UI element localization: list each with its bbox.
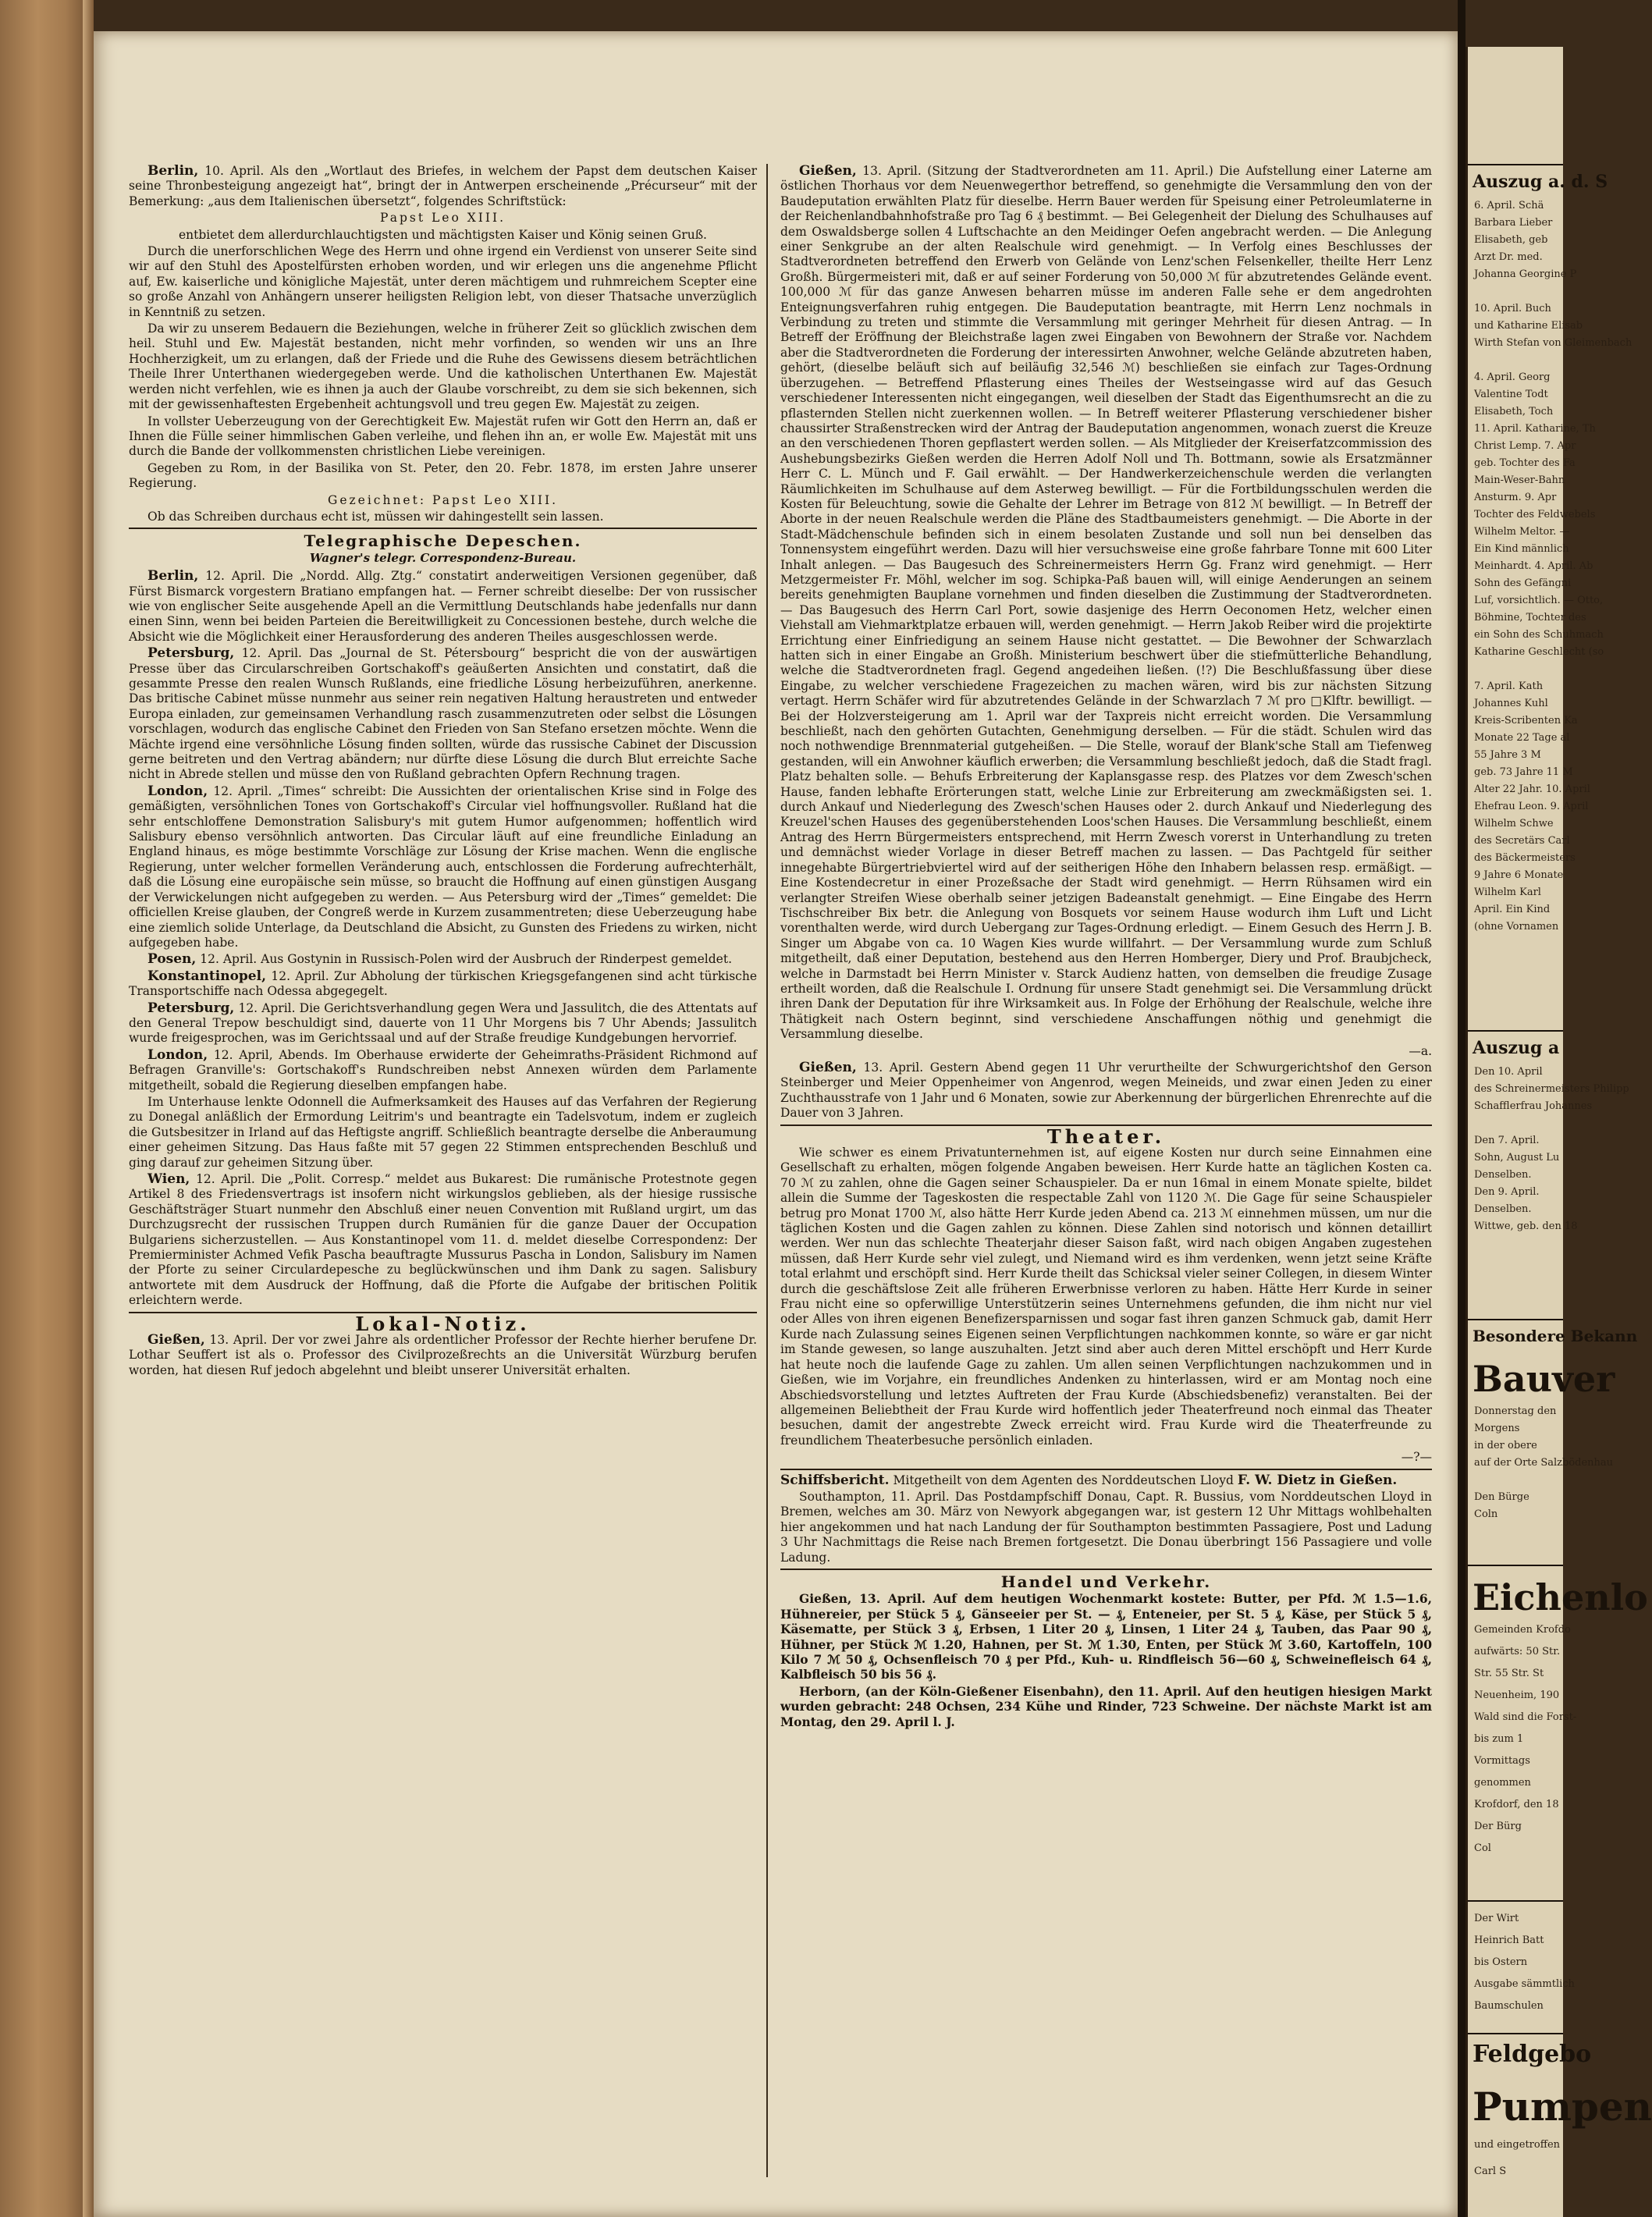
article-lead: Gießen, — [799, 163, 857, 179]
adjacent-text-line: Arzt Dr. med. — [1474, 251, 1543, 263]
adjacent-rule — [1468, 2033, 1563, 2034]
adjacent-text-line: Den 7. April. — [1474, 1135, 1540, 1146]
dispatch-text: 12. April. Die „Polit. Corresp.“ meldet aus Bukarest: Die rumänische Protestnote gegen Artikel 8 des Friedensvertrags ist insofern nicht wirkungslos geblieben, als der hiesige russische Geschäftsträger Stuart nunmehr den Abschluß einer neuen Convention mit Rußland urgirt, um das Durchzugsrecht der russischen Truppen durch Rumänien für die ganze Dauer der Occupation Bulgariens sicherzustellen. — Aus Konstantinopel vom 11. d. meldet dieselbe Correspondenz: Der Premierminister Achmed Vefik Pascha beauftragte Mussurus Pascha in London, Salisbury im Namen der Pforte zu seiner Circulardepesche zu beglückwünschen und ihm Dank zu sagen. Salisbury antwortete mit dem Ausdruck der Hoffnung, daß die Pforte die Aufgabe der britischen Politik erleichtern werde. — [129, 1172, 757, 1308]
spine-edge — [83, 0, 94, 2217]
court-text: 13. April. Gestern Abend gegen 11 Uhr verurtheilte der Schwurgerichtshof den Gerson Steinberger und Meier Oppenheimer von Angenrod, wegen Meineids, und zwar einen Jeden zu einer Zuchthausstrafe von 1 Jahr und 6 Monaten, sowie zur Aberkennung der bürgerlichen Ehrenrechte auf die Dauer von 3 Jahren. — [780, 1060, 1432, 1121]
letter-greeting: entbietet dem allerdurchlauchtigsten und mächtigsten Kaiser und König seinen Gruß. — [179, 227, 707, 242]
adjacent-text-line: Gemeinden Krofdo — [1474, 1624, 1571, 1636]
adjacent-text-line: Alter 22 Jahr. 10. April — [1474, 783, 1590, 795]
article-lead: Gießen, — [147, 1332, 205, 1348]
article-intro: 10. April. Als den „Wortlaut des Briefes, in welchem der Papst dem deutschen Kaiser seine Thronbesteigung angezeigt hat“, bringt der in Antwerpen erscheinende „Précurseur“ mit der Bemerkung: „aus dem Italienischen übersetzt“, folgendes Schriftstück: — [129, 164, 757, 208]
dispatch-lead: London, — [147, 1046, 208, 1063]
adjacent-text-line: Elisabeth, geb — [1474, 234, 1548, 246]
book-spine — [0, 0, 94, 2217]
adjacent-text-line: 10. April. Buch — [1474, 303, 1551, 314]
article-signature: —a. — [1409, 1043, 1432, 1058]
page-gutter — [1458, 0, 1465, 2217]
adjacent-text-line: des Secretärs Carl — [1474, 835, 1570, 847]
adjacent-text-line: in der obere — [1474, 1440, 1537, 1451]
adjacent-text-line: auf der Orte Salzbödenhau — [1474, 1457, 1614, 1469]
adjacent-text-line: Tochter des Feldwebels — [1474, 509, 1596, 520]
newspaper-page — [94, 31, 1458, 2217]
telegraph-subheading: Wagner's telegr. Correspondenz-Bureau. — [309, 550, 577, 565]
adjacent-text-line: Wirth Stefan von Gleimenbach — [1474, 337, 1632, 349]
adjacent-text-line: und eingetroffen — [1474, 2139, 1561, 2151]
letter-paragraph: Da wir zu unserem Bedauern die Beziehungen, welche in früherer Zeit so glücklich zwischen dem heil. Stuhl und Ew. Majestät bestanden, nicht mehr vorfinden, so wenden wir uns an Ihre Hochherzigkeit, um zu erlangen, daß der Friede und die Ruhe des Gewissens diesem beträchtlichen Theile Ihrer Unterthanen wiedergegeben werde. Und die katholischen Unterthanen Ew. Majestät werden nicht verfehlen, wie es ihnen ja auch der Glaube vorschreibt, zu dem sie sich bekennen, sich mit der gewissenhaftesten Ergebenheit achtungsvoll und treu gegen Ew. Majestät zu zeigen. — [129, 322, 757, 412]
adjacent-text-line: (ohne Vornamen — [1474, 921, 1559, 933]
left-column — [129, 164, 757, 1380]
adjacent-text-line: Den 9. April. — [1474, 1186, 1540, 1198]
adjacent-rule — [1468, 1319, 1563, 1320]
adjacent-text-line: Monate 22 Tage al — [1474, 732, 1570, 744]
adjacent-text-line: und Katharine Elisab — [1474, 320, 1583, 332]
adjacent-text-line: Barbara Lieber — [1474, 217, 1553, 229]
dispatch-lead: Wien, — [147, 1171, 190, 1187]
market-report: Herborn, (an der Köln-Gießener Eisenbahn), den 11. April. Auf den heutigen hiesigen Markt wurden gebracht: 248 Ochsen, 234 Kühe und Rinder, 723 Schweine. Der nächste Markt ist am Montag, den 29. April l. J. — [780, 1683, 1432, 1729]
adjacent-text-line: Luf, vorsichtlich. — Otto, — [1474, 595, 1604, 606]
dispatch-lead: Petersburg, — [147, 1000, 235, 1016]
adjacent-text-line: Carl S — [1474, 2165, 1507, 2177]
dispatch — [129, 1048, 757, 1093]
adjacent-text-line: Der Bürg — [1474, 1821, 1522, 1832]
adjacent-text-line: geb. Tochter des Fa — [1474, 457, 1576, 469]
adjacent-text-line: 55 Jahre 3 M — [1474, 749, 1541, 761]
adjacent-heading: Auszug a — [1473, 1038, 1560, 1058]
dispatch-text: 12. April. „Times“ schreibt: Die Aussichten der orientalischen Krise sind in Folge des gemäßigten, versöhnlichen Tones von Gortschakoff's Circular viel hoffnungsvoller. Rußland hat die sehr entschloffene Demonstration Salisbury's mit gutem Humor aufgenommen; hoffentlich wird Salisbury ebenso versöhnlich antworten. Das Circular läuft auf eine freundliche Einladung an England hinaus, es möge bestimmte Vorschläge zur Lösung der Krise machen. Wenn die englische Regierung, unter welcher formellen Veränderung auch, entschlossen die Forderung aufrechterhält, daß die Lösung eine europäische sein müsse, so braucht die Hoffnung auf einen günstigen Ausgang der Verwickelungen nicht aufgegeben zu werden. — Aus Petersburg wird der „Times“ gemeldet: Die officiellen Kreise glauben, der Congreß werde in Kurzem zusammentreten; diese Ueberzeugung habe eine ziemlich solide Unterlage, da Deutschland die Absicht, zu Gunsten des Friedens zu wirken, nicht aufgegeben habe. — [129, 783, 757, 950]
adjacent-text-line: Coln — [1474, 1508, 1498, 1520]
adjacent-text-line: Morgens — [1474, 1423, 1520, 1434]
shipping-agent: F. W. Dietz in Gießen. — [1237, 1472, 1398, 1488]
adjacent-rule — [1468, 1900, 1563, 1902]
adjacent-text-line: Vormittags — [1474, 1755, 1530, 1767]
adjacent-text-line: Wilhelm Schwe — [1474, 818, 1554, 830]
adjacent-text-line: Donnerstag den — [1474, 1405, 1557, 1417]
council-text: 13. April. (Sitzung der Stadtverordneten am 11. April.) Die Aufstellung einer Laterne am östlichen Thorhaus vor dem Neuenwegerthor betreffend, so genehmigte die Versammlung den von der Baudeputation erwählten Platz für dieselbe. Herrn Bauer werden für Speisung einer Petroleumlaterne in der Reichenlandbahnhofstraße pro Tag 6 ₰ bestimmt. — Bei Gelegenheit der Dielung des Schulhauses auf dem Oswaldsberge sollen 4 Luftschachte an den Meidinger Oefen angebracht werden. — Die Anlegung einer Senkgrube an der alten Realschule wird genehmigt. — In Verfolg eines Beschlusses der Stadtverordneten betreffend den Erwerb von Gelände von Lenz'schen Felsenkeller, theilte Herr Lenz Großh. Bürgermeisteri mit, daß er auf seiner Forderung von 50,000 ℳ für abzutretendes Gelände event. 100,000 ℳ für das ganze Anwesen beharren müsse im anderen Falle sehe er dem angedrohten Enteignungsverfahren ruhig entgegen. Die Baudeputation beantragte, mit Herrn Lenz nochmals in Verbindung zu treten und stimmte die Versammlung mit geringer Mehrheit für diesen Antrag. — In Betreff der Eröffnung der Bleichstraße lagen zwei Eingaben von Bewohnern der Straße vor. Nachdem aber die Stadtverordneten die Forderung der interessirten Anwohner, welche Gelände abzutreten haben, gehört, (dieselbe beläuft sich auf beiläufig 32,546 ℳ) beschließen sie einfach zur Tages-Ordnung überzugehen. — Betreffend Pflasterung eines Theiles der Westseingasse wird auf das Gesuch verschiedener Interessenten nicht eingegangen, weil dieselben der Stadt das Eigenthumsrecht an die zu pflasternden Stellen nicht zuerkennen wollen. — In Betreff weiterer Pflasterung verschiedener bisher chaussirter Straßenstrecken wird der Antrag der Baudeputation angenommen, wonach zuerst die Kreuze an den verschiedenen Thoren gepflastert werden sollen. — Als Mitglieder der Kreiserfatzcommission des Aushebungsbezirks Gießen werden die Herren Adolf Noll und Th. Bottmann, sowie als Ersatzmänner Herr C. L. Münch und F. Gail erwählt. — Der Handwerkerzeichenschule werden die verlangten Räumlichkeiten im Schulhause auf dem Asterweg bewilligt. — Für die Fortbildungsschulen werden die Kosten für Beleuchtung, sowie die Gehalte der Lehrer im Betrage von 812 ℳ bewilligt. — In Betreff der Aborte in der neuen Realschule werden die Pläne des Stadtbaumeisters genehmigt. — Die Aborte in der Stadt-Mädchenschule befinden sich in einem besolaten Zustande und soll nun bei denselben das Tonnensystem eingeführt werden. Dazu will hier versuchsweise eine große fahrbare Tonne mit 600 Liter Inhalt anlegen. — Das Baugesuch des Schreinermeisters Herrn Gg. Franz wird genehmigt. — Herr Metzgermeister Fr. Möhl, welcher im sog. Schipka-Paß bauen will, will einige Aenderungen an seinem bereits genehmigten Bauplane vornehmen und finden dieselben die Zustimmung der Stadtverordneten. — Das Baugesuch des Herrn Carl Port, sowie dasjenige des Herrn Oeconomen Hetz, welcher einen Viehstall am Viehmarktplatze erbauen will, werden genehmigt. — Herrn Jakob Reiber wird die projektirte Errichtung einer Einfriedigung an seinem Hause nicht gestattet. — Die Bewohner der Schwarzlach hatten sich in einer Eingabe an Großh. Ministerium beschwert über die stiefmütterliche Behandlung, welche die Stadtverordneten fragl. Gegend angedeihen ließen. (!?) Die Beschlußfassung über diese Eingabe, zu welcher verschiedene Fragezeichen zu machen wären, wird bis zur nächsten Sitzung vertagt. Herrn Schäfer wird für abzutretendes Gelände in der Schwarzlach 7 ℳ pro □Klftr. bewilligt. — Bei der Holzversteigerung am 1. April war der Taxpreis nicht erreicht worden. Die Versammlung beschließt, nach den gehörten Gutachten, Genehmigung derselben. — Für die städt. Schulen wird das noch nothwendige Brennmaterial gutgeheißen. — Die Stelle, worauf der Blank'sche Stall am Tiefenweg gestanden, will ein Anwohner käuflich erwerben; die Versammlung beschließt jedoch, daß die Stadt fragl. Platz behalten solle. — Behufs Erbreiterung der Kaplansgasse resp. des Platzes vor dem Zwesch'schen Hause, fanden lebhafte Erörterungen statt, welche Linie zur Erbreiterung am zweckmäßigsten sei. 1. durch Ankauf und Niederlegung des Zwesch'schen Hauses oder 2. durch Ankauf und Niederlegung des Kreuzel'schen Hauses des gegenüberstehenden Loos'schen Hauses. Die Versammlung beschließt, einem Antrag des Herrn Bürgermeisters entsprechend, mit Herrn Zwesch vorerst in Unterhandlung zu treten und demnächst wieder Vorlage in dieser Betreff machen zu lassen. — Das Pachtgeld für seither innegehabte Bürgertriebviertel wird auf der seitherigen Höhe den Inhabern belassen resp. ermäßigt. — Eine Kostendecretur in einer Prozeßsache der Stadt wird genehmigt. — Herrn Rühsamen wird ein verlangter Streifen Wiese oberhalb seiner jetzigen Badeanstalt genehmigt. — Eine Eingabe des Herrn Tischschreiber Bix betr. die Anlegung von Bosquets vor seinem Hause wodurch ihm Luft und Licht vorenthalten werde, wird durch Uebergang zur Tages-Ordnung erledigt. — Einem Gesuch des Herrn J. B. Singer um Abgabe von ca. 10 Wagen Kies wurde willfahrt. — Der Versammlung wurde zum Schluß mitgetheilt, daß einer Deputation, bestehend aus den Herren Homberger, Diery und Prof. Braubjcheck, welche in Darmstadt bei Herrn Minister v. Starck Audienz hatten, von demselben die freudige Zusage ertheilt worden, daß die Realschule I. Ordnung für unsere Stadt genehmigt sei. Die Versammlung drückt ihren Dank der Deputation für ihre Wirksamkeit aus. In Folge der Erhöhung der Realschule, welche ihre Thätigkeit nach Ostern beginnt, sind verschiedene Anschaffungen nöthig und genehmigt die Versammlung dieselbe. — [780, 164, 1432, 1042]
dispatch — [129, 1001, 757, 1046]
adjacent-text-line: bis zum 1 — [1474, 1733, 1524, 1745]
telegraph-heading: Telegraphische Depeschen. — [304, 531, 582, 551]
market-report: Gießen, 13. April. Auf dem heutigen Wochenmarkt kostete: Butter, per Pfd. ℳ 1.5—1.6, Hühnereier, per Stück 5 ₰, Gänseeier per St. — ₰, Enteneier, per St. 5 ₰, Käse, per Stück 5 ₰, Käsematte, per Stück 3 ₰, Erbsen, 1 Liter 20 ₰, Linsen, 1 Liter 24 ₰, Tauben, das Paar 90 ₰, Hühner, per Stück ℳ 1.20, Hahnen, per St. ℳ 1.30, Enten, per Stück ℳ 3.60, Kartoffeln, 100 Kilo 7 ℳ 50 ₰, Ochsenfleisch 70 ₰ per Pfd., Kuh- u. Rindfleisch 56—60 ₰, Schweinefleisch 64 ₰, Kalbfleisch 50 bis 56 ₰. — [780, 1591, 1432, 1682]
letter-closing: Ob das Schreiben durchaus echt ist, müssen wir dahingestellt sein lassen. — [147, 509, 604, 524]
letter-paragraph: Durch die unerforschlichen Wege des Herrn und ohne irgend ein Verdienst von unserer Seite sind wir auf den Stuhl des Apostelfürsten erhoben worden, und wir erlegen uns die angenehme Pflicht auf, Ew. kaiserliche und königliche Majestät, unter deren mächtigem und ruhmreichem Scepter eine so große Anzahl von Anhängern unserer heiligsten Religion lebt, von dieser Thatsache unverzüglich in Kenntniß zu setzen. — [129, 244, 757, 319]
article-lead: Berlin, — [147, 163, 199, 179]
local-note-text: 13. April. Der vor zwei Jahre als ordentlicher Professor der Rechte hierher berufene Dr. Lothar Seuffert ist als o. Professor des Civilprozeßrechts an die Universität Würzburg berufen worden, hat diesen Ruf jedoch abgelehnt und bleibt unserer Universität erhalten. — [129, 1333, 757, 1377]
shipping-text: Southampton, 11. April. Das Postdampfschiff Donau, Capt. R. Bussius, vom Norddeutschen Lloyd in Bremen, welches am 30. März von Newyork abgegangen war, ist gestern 12 Uhr Mittags wohlbehalten hier angekommen und hat nach Landung der für Southampton bestimmten Passagiere, Post und Ladung 3 Uhr Nachmittags die Reise nach Bremen fortgesetzt. Die Donau überbringt 156 Passagiere und volle Ladung. — [780, 1489, 1432, 1565]
adjacent-heading: Auszug a. d. S — [1473, 172, 1608, 192]
adjacent-text-line: ein Sohn des Schuhmach — [1474, 629, 1604, 641]
adjacent-text-line: Wald sind die Forst- — [1474, 1711, 1577, 1723]
adjacent-text-line: 7. April. Kath — [1474, 680, 1544, 692]
adjacent-text-line: Elisabeth, Toch — [1474, 406, 1554, 417]
article-signature: —?— — [1401, 1450, 1432, 1465]
letter-signature: Gezeichnet: Papst Leo XIII. — [327, 492, 559, 507]
adjacent-big-title: Pumpen — [1473, 2084, 1652, 2130]
dispatch-text: 12. April. Die „Nordd. Allg. Ztg.“ constatirt anderweitigen Versionen gegenüber, daß Fürst Bismarck vorgestern Bratiano empfangen hat. — Ferner schreibt dieselbe: Der von russischer wie von englischer Seite ausgehende Apell an die Vermittlung Deutschlands habe jedenfalls nur dann einen Sinn, wenn bei beiden Parteien die Bereitwilligkeit zu Concessionen bestehe, durch welche die Absicht wie die Möglichkeit einer Herausforderung des anderen Theiles ausgeschlossen werde. — [129, 569, 757, 644]
adjacent-rule — [1468, 1565, 1563, 1566]
adjacent-rule — [1468, 1030, 1563, 1032]
shipping-heading: Schiffsbericht. — [780, 1472, 890, 1488]
adjacent-text-line: Denselben. — [1474, 1203, 1532, 1215]
adjacent-text-line: Johanna Georgine P — [1474, 268, 1577, 280]
adjacent-text-line: Ehefrau Leon. 9. April — [1474, 801, 1589, 812]
trade-section — [780, 1572, 1432, 1729]
adjacent-text-line: Kreis-Scribenten Ka — [1474, 715, 1578, 727]
dispatch — [129, 569, 757, 645]
shipping-section — [780, 1473, 1432, 1565]
right-column — [780, 164, 1432, 1731]
letter-paragraph: In vollster Ueberzeugung von der Gerechtigkeit Ew. Majestät rufen wir Gott den Herrn an, daß er Ihnen die Fülle seiner himmlischen Gaben verleihe, und flehen ihn an, er wolle Ew. Majestät mit uns durch die Bande der vollkommensten christlichen Liebe vereinigen. — [129, 414, 757, 459]
adjacent-text-line: Ausgabe sämmtlich — [1474, 1978, 1575, 1990]
adjacent-text-line: Ein Kind männlich — [1474, 543, 1569, 555]
adjacent-text-line: Heinrich Batt — [1474, 1935, 1544, 1946]
adjacent-text-line: Sohn des Gefängni — [1474, 577, 1572, 589]
dispatch-lead: Posen, — [147, 951, 197, 968]
adjacent-heading: Besondere Bekann — [1473, 1327, 1638, 1345]
adjacent-text-line: Sohn, August Lu — [1474, 1152, 1560, 1164]
dispatch-lead: Petersburg, — [147, 645, 235, 662]
local-note-heading: Lokal-Notiz. — [355, 1312, 531, 1335]
dispatch-text: 12. April. Aus Gostynin in Russisch-Polen wird der Ausbruch der Rinderpest gemeldet. — [200, 952, 733, 967]
dispatch-lead: Berlin, — [147, 568, 199, 584]
theater-heading: Theater. — [1046, 1124, 1166, 1148]
local-note-section — [129, 1312, 757, 1379]
theater-section — [780, 1124, 1432, 1466]
section-rule — [780, 1569, 1432, 1570]
adjacent-text-line: des Bäckermeisters — [1474, 852, 1576, 864]
adjacent-text-line: des Schreinermeisters Philipp — [1474, 1083, 1629, 1095]
dispatch-text: 12. April, Abends. Im Oberhause erwiderte der Geheimraths-Präsident Richmond auf Befragen Granville's: Gortschakoff's Rundschreiben nebst Annexen würden dem Parlamente mitgetheilt, sobald die Regierung dieselben empfangen habe. — [129, 1047, 757, 1093]
adjacent-text-line: April. Ein Kind — [1474, 904, 1551, 915]
adjacent-text-line: Meinhardt. 4. April. Ab — [1474, 560, 1593, 572]
adjacent-big-title: Bauver — [1473, 1358, 1615, 1400]
dispatch-text: 12. April. Zur Abholung der türkischen Kriegsgefangenen sind acht türkische Transportschiffe nach Odessa abgegegelt. — [129, 968, 757, 999]
adjacent-text-line: geb. 73 Jahre 11 M — [1474, 766, 1573, 778]
adjacent-text-line: Wilhelm Meltor. — — [1474, 526, 1570, 538]
adjacent-page — [1465, 47, 1652, 2217]
adjacent-text-line: 11. April. Katharine, Th — [1474, 423, 1596, 435]
adjacent-text-line: Str. 55 Str. St — [1474, 1668, 1544, 1679]
adjacent-text-line: Den 10. April — [1474, 1066, 1543, 1078]
adjacent-text-line: Wilhelm Karl — [1474, 886, 1541, 898]
adjacent-text-line: Col — [1474, 1842, 1491, 1854]
council-report — [780, 164, 1432, 1121]
dispatch — [129, 1172, 757, 1309]
adjacent-text-line: Den Bürge — [1474, 1491, 1529, 1503]
shipping-intro: Mitgetheilt von dem Agenten des Norddeutschen Lloyd — [893, 1473, 1234, 1487]
section-rule — [129, 528, 757, 529]
dispatch — [129, 952, 757, 967]
adjacent-text-line: Böhmine, Tochter des — [1474, 612, 1586, 624]
dispatch — [129, 784, 757, 950]
adjacent-text-line: Valentine Todt — [1474, 389, 1548, 400]
adjacent-text-line: Denselben. — [1474, 1169, 1532, 1181]
adjacent-big-title: Eichenlo — [1473, 1576, 1648, 1618]
adjacent-text-line: Neuenheim, 190 — [1474, 1689, 1560, 1701]
trade-heading: Handel und Verkehr. — [1000, 1572, 1212, 1591]
adjacent-text-line: aufwärts: 50 Str. — [1474, 1646, 1561, 1657]
letter-paragraph: Gegeben zu Rom, in der Basilika von St. Peter, den 20. Febr. 1878, im ersten Jahre unserer Regierung. — [129, 460, 757, 491]
dispatch-text: Im Unterhause lenkte Odonnell die Aufmerksamkeit des Hauses auf das Verfahren der Regierung zu Donegal anläßlich der Ermordung Leitrim's und beantragte ein Tadelsvotum, indem er zugleich die Gutsbesitzer in Irland auf das Heftigste angriff. Schließlich beantragte derselbe die Anberaumung einer geheimen Sitzung. Das Haus faßte mit 57 gegen 22 Stimmen entsprechenden Beschluß und ging darauf zur geheimen Sitzung über. — [129, 1094, 757, 1170]
dispatch — [129, 969, 757, 1000]
adjacent-text-line: Main-Weser-Bahn — [1474, 474, 1565, 486]
article-lead: Gießen, — [799, 1059, 857, 1075]
adjacent-text-line: genommen — [1474, 1777, 1531, 1789]
adjacent-rule — [1468, 164, 1563, 165]
dispatch-lead: Konstantinopel, — [147, 968, 266, 984]
adjacent-text-line: Wittwe, geb. den 18 — [1474, 1220, 1578, 1232]
adjacent-text-line: Christ Lemp. 7. Apr — [1474, 440, 1576, 452]
dispatch-text: 12. April. Das „Journal de St. Pétersbourg“ bespricht die von der auswärtigen Presse über das Circularschreiben Gortschakoff's geäußerten Ansichten und constatirt, daß die gesammte Presse den realen Wunsch Rußlands, eine friedliche Lösung herbeizuführen, anerkenne. Das britische Cabinet müsse nunmehr aus seiner rein negativen Haltung heraustreten und entweder Europa einladen, zur gemeinsamen Verhandlung rasch zusammenzutreten oder selbst die Lösungen vorschlagen, wodurch das englische Cabinet den Frieden von San Stefano ersetzen möchte. Wenn die Mächte irgend eine versöhnliche Lösung finden sollten, würde das russische Cabinet der Discussion gerne beitreten und den Vertrag abändern; nur dürfte diese Lösung die durch Blut erreichte Sache nicht in Abrede stellen und müsse den von Rußland gebrachten Opfern Rechnung tragen. — [129, 646, 757, 782]
adjacent-big-title: Feldgebo — [1473, 2041, 1592, 2068]
letter-salutation: Papst Leo XIII. — [379, 211, 506, 226]
adjacent-text-line: 6. April. Schä — [1474, 200, 1544, 211]
dispatch-lead: London, — [147, 783, 208, 799]
dispatch — [129, 646, 757, 783]
adjacent-text-line: Katharine Geschlecht (so — [1474, 646, 1604, 658]
adjacent-text-line: Ansturm. 9. Apr — [1474, 492, 1557, 503]
adjacent-text-line: Krofdorf, den 18 — [1474, 1799, 1559, 1810]
adjacent-text-line: Schafflerfrau Johannes — [1474, 1100, 1593, 1112]
theater-text: Wie schwer es einem Privatunternehmen ist, auf eigene Kosten nur durch seine Einnahmen eine Gesellschaft zu erhalten, mögen folgende Angaben beweisen. Herr Kurde hatte an täglichen Kosten ca. 70 ℳ zu zahlen, ohne die Gagen seiner Schauspieler. Da er nun 16mal in einem Monate spielte, bildet allein die Summe der Tageskosten die respectable Zahl von 1120 ℳ. Die Gage für seine Schauspieler betrug pro Monat 1700 ℳ, also hätte Herr Kurde jeden Abend ca. 213 ℳ einnehmen müssen, um nur die täglichen Kosten und die Gagen zahlen zu können. Diese Zahlen sind notorisch und können detaillirt werden. Wer nun das schlechte Theaterjahr dieser Saison faßt, wird nach obigen Angaben zugestehen müssen, daß Herr Kurde sehr viel zulegt, und Niemand wird es ihm verdenken, wenn jetzt seine Kräfte total erlahmt und erschöpft sind. Herr Kurde theilt das Schicksal vieler seiner Collegen, in diesem Winter durch die geschäftslose Zeit alle früheren Erwerbnisse verloren zu haben. Hätte Herr Kurde in seiner Frau nicht eine so opferwillige Unterstützerin seines Unternehmens gefunden, die ihm nicht nur viel oder Alles von ihren eigenen Benefizersparnissen und sogar fast ihren ganzen Schmuck gab, damit Herr Kurde nach Zulassung seines Eigenen seinen Verpflichtungen nachkommen konnte, so wäre er gar nicht im Stande gewesen, so lange auszuhalten. Jetzt sind aber auch deren Mittel erschöpft und Herr Kurde hat heute noch die laufende Gage zu zahlen. Um allen seinen Verpflichtungen nachzukommen und in Gießen, wie im Vorjahre, ein freundliches Andenken zu hinterlassen, wird er am Montag noch eine Abschiedsvorstellung und letztes Auftreten der Frau Kurde (Abschiedsbenefiz) veranstalten. Bei der allgemeinen Beliebtheit der Frau Kurde wird hoffentlich jeder Theaterfreund noch einmal das Theater besuchen, damit der angestrebte Zweck erreicht wird. Frau Kurde wird die Theaterfreunde zu freundlichem Theaterbesuche persönlich einladen. — [780, 1146, 1432, 1448]
dispatch — [129, 1095, 757, 1171]
section-rule — [780, 1469, 1432, 1470]
adjacent-text-line: bis Ostern — [1474, 1956, 1528, 1968]
adjacent-text-line: Johannes Kuhl — [1474, 698, 1548, 709]
adjacent-text-line: Der Wirt — [1474, 1913, 1519, 1924]
berlin-letter-article — [129, 164, 757, 524]
adjacent-text-line: 4. April. Georg — [1474, 371, 1551, 383]
column-divider — [766, 164, 768, 2177]
adjacent-text-line: 9 Jahre 6 Monate — [1474, 869, 1564, 881]
adjacent-text-line: Baumschulen — [1474, 2000, 1544, 2012]
telegraph-section — [129, 531, 757, 1308]
dispatch-text: 12. April. Die Gerichtsverhandlung gegen Wera und Jassulitch, die des Attentats auf den General Trepow beschuldigt sind, dauerte von 11 Uhr Morgens bis 7 Uhr Abends; Jassulitch wurde freigesprochen, was im Gerichtssaal und auf der Straße freudige Kundgebungen hervorrief. — [129, 1000, 757, 1046]
